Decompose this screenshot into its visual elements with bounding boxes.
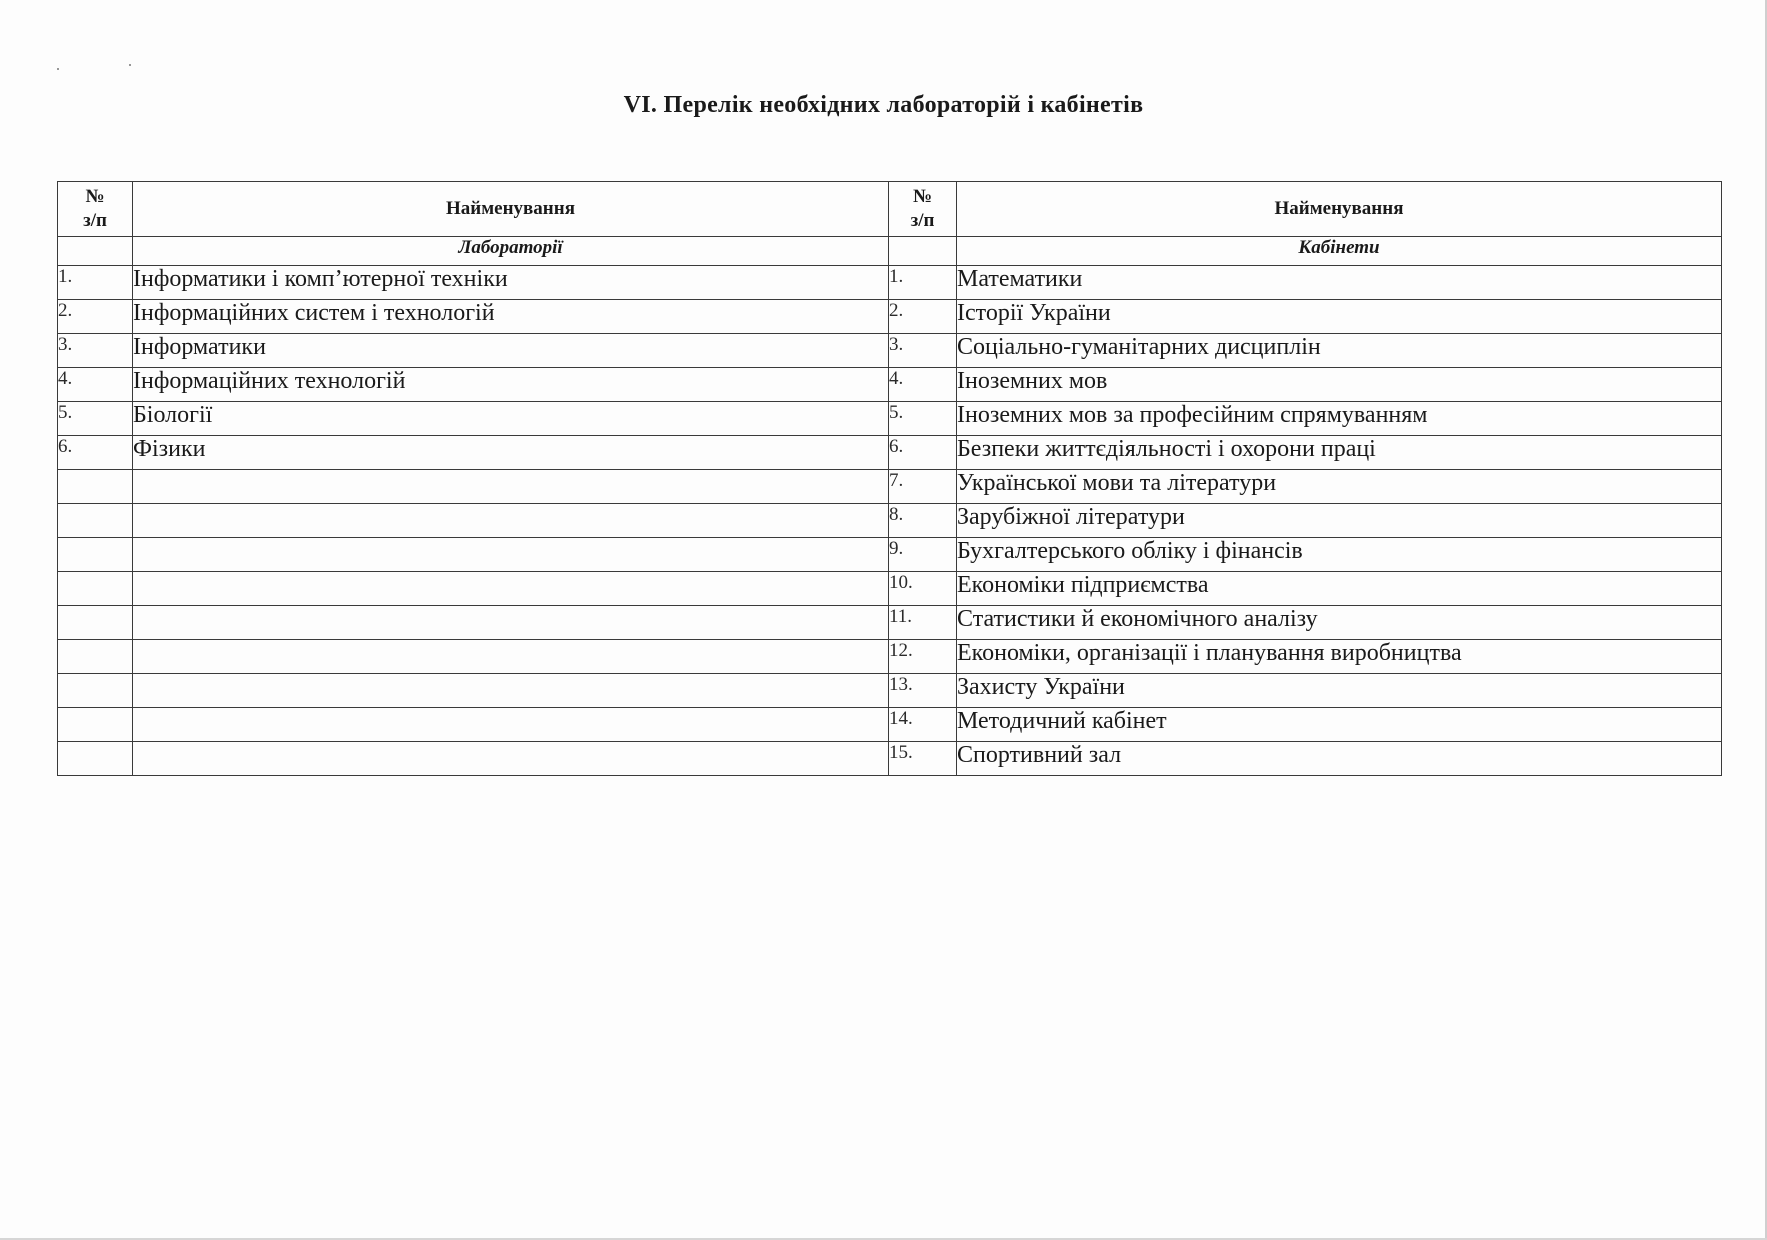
number-sign: № [912,186,933,207]
lab-number-cell [58,606,133,640]
table-row [58,606,1722,640]
section-row [58,237,1722,266]
lab-name-cell [133,572,889,606]
left-number-header [58,182,133,237]
table-row [58,334,1722,368]
table-row [58,708,1722,742]
room-name-cell: Іноземних мов [957,368,1722,402]
lab-number-cell [58,470,133,504]
lab-name-cell [133,538,889,572]
page-title: VI. Перелік необхідних лабораторій і кабінетів [623,92,1144,118]
room-name-cell: Бухгалтерського обліку і фінансів [957,538,1722,572]
lab-number-cell [58,674,133,708]
lab-name-cell [133,470,889,504]
room-name-cell: Історії України [957,300,1722,334]
lab-name-cell [133,504,889,538]
lab-number-cell: 5. [58,402,133,436]
table-row [58,436,1722,470]
room-number-cell: 11. [889,606,957,640]
room-name-cell: Економіки, організації і планування виробництва [957,640,1722,674]
lab-name-cell [133,640,889,674]
room-number-cell: 5. [889,402,957,436]
room-number-cell: 4. [889,368,957,402]
lab-number-cell [58,572,133,606]
section-labs-label: Лабораторії [133,237,889,266]
lab-name-cell: Інформатики [133,334,889,368]
room-name-cell: Зарубіжної літератури [957,504,1722,538]
table-row [58,504,1722,538]
labs-and-rooms-table [57,181,1722,776]
table-row [58,470,1722,504]
table-row [58,538,1722,572]
right-number-header [889,182,957,237]
room-number-cell: 1. [889,266,957,300]
number-sign: № [85,186,105,207]
room-number-cell: 12. [889,640,957,674]
lab-name-cell [133,674,889,708]
lab-name-cell: Інформатики і комп’ютерної техніки [133,266,889,300]
room-number-cell: 13. [889,674,957,708]
lab-name-cell: Інформаційних систем і технологій [133,300,889,334]
room-name-cell: Математики [957,266,1722,300]
room-name-cell: Української мови та літератури [957,470,1722,504]
table-body [58,237,1722,776]
room-number-cell: 8. [889,504,957,538]
table-row [58,368,1722,402]
room-name-cell: Економіки підприємства [957,572,1722,606]
room-number-cell: 14. [889,708,957,742]
right-name-header: Найменування [957,182,1722,237]
section-rooms-label: Кабінети [957,237,1722,266]
number-abbrev: з/п [910,210,935,231]
lab-number-cell [58,708,133,742]
room-name-cell: Спортивний зал [957,742,1722,776]
room-number-cell: 9. [889,538,957,572]
lab-number-cell [58,742,133,776]
room-name-cell: Статистики й економічного аналізу [957,606,1722,640]
room-name-cell: Безпеки життєдіяльності і охорони праці [957,436,1722,470]
lab-number-cell: 2. [58,300,133,334]
table-row [58,402,1722,436]
lab-number-cell: 4. [58,368,133,402]
lab-number-cell: 3. [58,334,133,368]
room-number-cell: 3. [889,334,957,368]
table-row [58,266,1722,300]
lab-name-cell: Фізики [133,436,889,470]
lab-number-cell: 6. [58,436,133,470]
lab-name-cell [133,606,889,640]
table-header-row [58,182,1722,237]
table-row [58,640,1722,674]
room-number-cell: 2. [889,300,957,334]
lab-name-cell: Інформаційних технологій [133,368,889,402]
scan-speck [57,68,59,70]
room-number-cell: 7. [889,470,957,504]
section-empty-cell [58,237,133,266]
lab-number-cell: 1. [58,266,133,300]
table-row [58,674,1722,708]
table-row [58,572,1722,606]
lab-name-cell [133,742,889,776]
left-name-header: Найменування [133,182,889,237]
lab-name-cell [133,708,889,742]
table-row [58,300,1722,334]
table-row [58,742,1722,776]
lab-number-cell [58,504,133,538]
lab-number-cell [58,640,133,674]
number-abbrev: з/п [83,210,107,231]
room-name-cell: Захисту України [957,674,1722,708]
scan-speck [129,64,131,66]
lab-number-cell [58,538,133,572]
lab-name-cell: Біології [133,402,889,436]
room-name-cell: Соціально-гуманітарних дисциплін [957,334,1722,368]
section-empty-cell [889,237,957,266]
room-number-cell: 15. [889,742,957,776]
room-number-cell: 6. [889,436,957,470]
room-name-cell: Іноземних мов за професійним спрямуванням [957,402,1722,436]
room-number-cell: 10. [889,572,957,606]
room-name-cell: Методичний кабінет [957,708,1722,742]
